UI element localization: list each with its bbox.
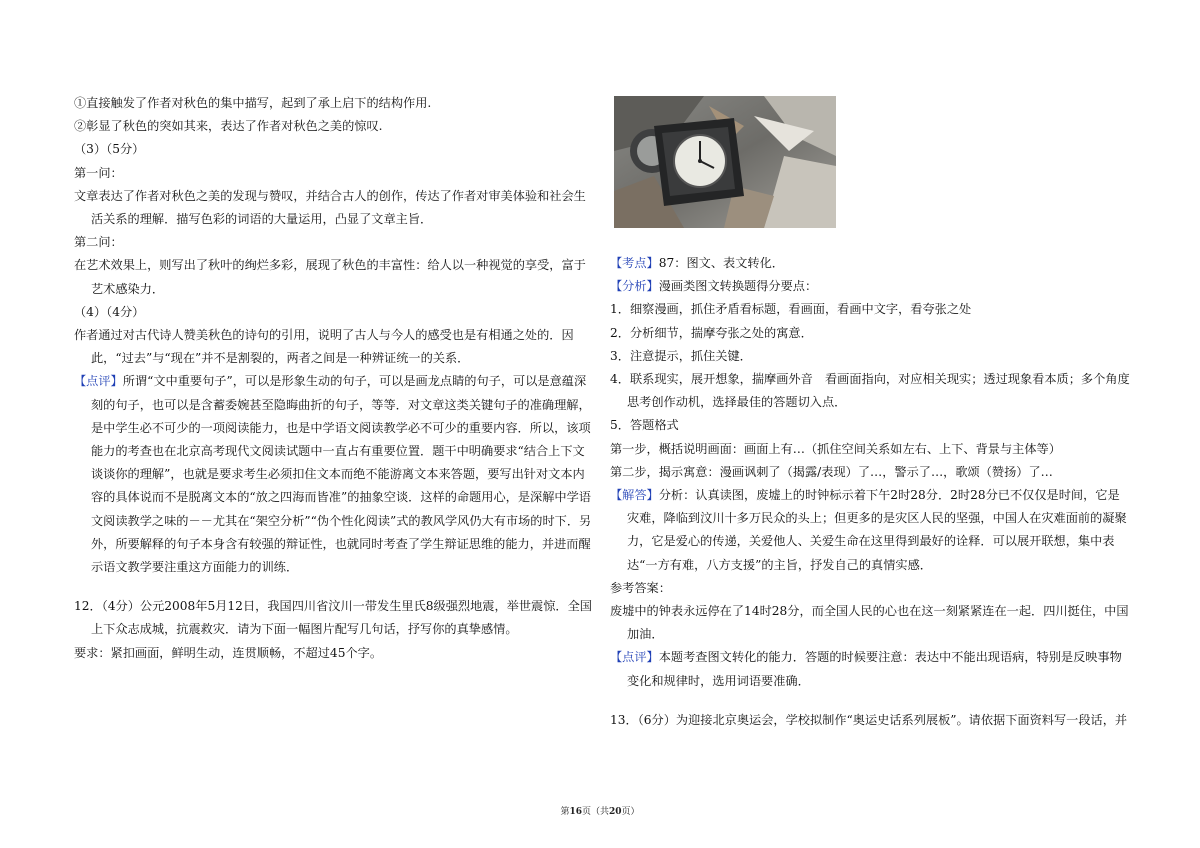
subquestion-4-label: （4）（4分） — [74, 304, 145, 319]
comment-text: 所谓“文中重要句子”，可以是形象生动的句子，可以是画龙点睛的句子，可以是意蕴深刻的句子，也可以是含蓄委婉甚至隐晦曲折的句子，等等．对文章这类关键句子的准确理解，是中学生必不可少的一项阅读能力，也是中学语文阅读教学必不可少的重要内容．所以，该项能力的考查也在北京高考现代文阅读试题中一直占有重要位置．题干中明确要求“结合上下文谈谈你的理解”，也就是要求考生必须扣住文本而绝不能游离文本来答题，要写出针对文本内容的具体说而不是脱离文本的“放之四海而皆准”的抽象空谈．这样的命题用心，是深解中学语文阅读教学之味的－－尤其在“架空分析”“伪个性化阅读”式的教风学风仍大有市场的时下．另外，所要解释的句子本身含有较强的辩证性，也就同时考查了学生辩证思维的能力，并进而醒示语文教学要注重这方面能力的训练． — [91, 374, 592, 575]
footer-middle: 页（共 — [581, 807, 609, 817]
left-column — [74, 92, 594, 665]
jieda-text: 分析：认真读图，废墟上的时钟标示着下午2时28分．2时28分已不仅仅是时间，它是灾难，降临到汶川十多万民众的头上；但更多的是灾区人民的坚强，中国人在灾难面前的凝聚力，它是爱心的传递，关爱他人、关爱生命在这里得到最好的诠释．可以展开联想，集中表达“一方有难，八方支援”的主旨，抒发自己的真情实感． — [627, 488, 1127, 572]
dianping-text: 本题考查图文转化的能力．答题的时候要注意：表达中不能出现语病，特别是反映事物变化和规律时，选用词语要准确． — [627, 650, 1122, 688]
earthquake-clock-photo — [614, 96, 836, 228]
fenxi-paragraph — [610, 275, 1130, 298]
dianping-paragraph — [610, 646, 1130, 692]
kaodian-tag: 【考点】 — [610, 256, 659, 270]
step-1: 1．细察漫画，抓住矛盾看标题，看画面，看画中文字，看夸张之处 — [610, 302, 972, 317]
subquestion-3-label: （3）（5分） — [74, 142, 145, 157]
footer-prefix: 第 — [560, 807, 570, 817]
question-13: 13．（6分）为迎接北京奥运会，学校拟制作“奥运史话系列展板”。请依据下面资料写一段话，并 — [610, 712, 1128, 727]
page-number: 16 — [569, 807, 582, 817]
step-2: 2．分析细节，揣摩夸张之处的寓意． — [610, 325, 813, 340]
fenxi-tag: 【分析】 — [610, 279, 659, 294]
page-footer — [0, 804, 1200, 817]
subquestion-4-answer: 作者通过对古代诗人赞美秋色的诗句的引用，说明了古人与今人的感受也是有相通之处的．因此，“过去”与“现在”并不是割裂的，两者之间是一种辨证统一的关系． — [74, 328, 574, 366]
jieda-tag: 【解答】 — [610, 488, 659, 503]
reference-answer-label: 参考答案： — [610, 580, 671, 595]
second-question-answer: 在艺术效果上，则写出了秋叶的绚烂多彩，展现了秋色的丰富性：给人以一种视觉的享受，富于艺术感染力． — [74, 258, 586, 296]
jieda-paragraph — [610, 484, 1130, 577]
format-step-2: 第二步，揭示寓意：漫画讽刺了（揭露/表现）了…，警示了…，歌颂（赞扬）了… — [610, 464, 1053, 479]
step-5: 5．答题格式 — [610, 418, 679, 433]
dianping-tag: 【点评】 — [610, 650, 659, 665]
comment-paragraph — [74, 370, 594, 579]
step-3: 3．注意提示，抓住关键． — [610, 348, 752, 363]
step-4: 4．联系现实，展开想象，揣摩画外音 看画面指向，对应相关现实；透过现象看本质；多个角度思考创作动机，选择最佳的答题切入点． — [610, 372, 1130, 410]
question-12-requirement: 要求：紧扣画面，鲜明生动，连贯顺畅，不超过45个字。 — [74, 645, 383, 660]
kaodian-paragraph — [610, 252, 1130, 275]
fenxi-text: 漫画类图文转换题得分要点： — [658, 279, 818, 294]
answer-line-1: ①直接触发了作者对秋色的集中描写，起到了承上启下的结构作用. — [74, 96, 432, 110]
right-column — [610, 92, 1130, 732]
comment-tag: 【点评】 — [74, 374, 123, 389]
format-step-1: 第一步，概括说明画面：画面上有…（抓住空间关系如左右、上下、背景与主体等） — [610, 441, 1061, 456]
question-12: 12．（4分）公元2008年5月12日，我国四川省汶川一带发生里氏8级强烈地震，举世震惊．全国上下众志成城，抗震救灾．请为下面一幅图片配写几句话，抒写你的真挚感情。 — [74, 599, 592, 637]
footer-suffix: 页） — [621, 807, 640, 817]
second-question-label: 第二问： — [74, 235, 123, 250]
kaodian-text: 87：图文、表文转化． — [658, 256, 784, 270]
first-question-answer: 文章表达了作者对秋色之美的发现与赞叹，并结合古人的创作，传达了作者对审美体验和社会生活关系的理解．描写色彩的词语的大量运用，凸显了文章主旨． — [74, 188, 586, 227]
reference-answer-text: 废墟中的钟表永远停在了14时28分，而全国人民的心也在这一刻紧紧连在一起．四川挺住，中国加油． — [610, 604, 1129, 642]
answer-line-2: ②彰显了秋色的突如其来，表达了作者对秋色之美的惊叹. — [74, 119, 383, 134]
total-pages: 20 — [609, 807, 622, 817]
first-question-label: 第一问： — [74, 165, 123, 180]
